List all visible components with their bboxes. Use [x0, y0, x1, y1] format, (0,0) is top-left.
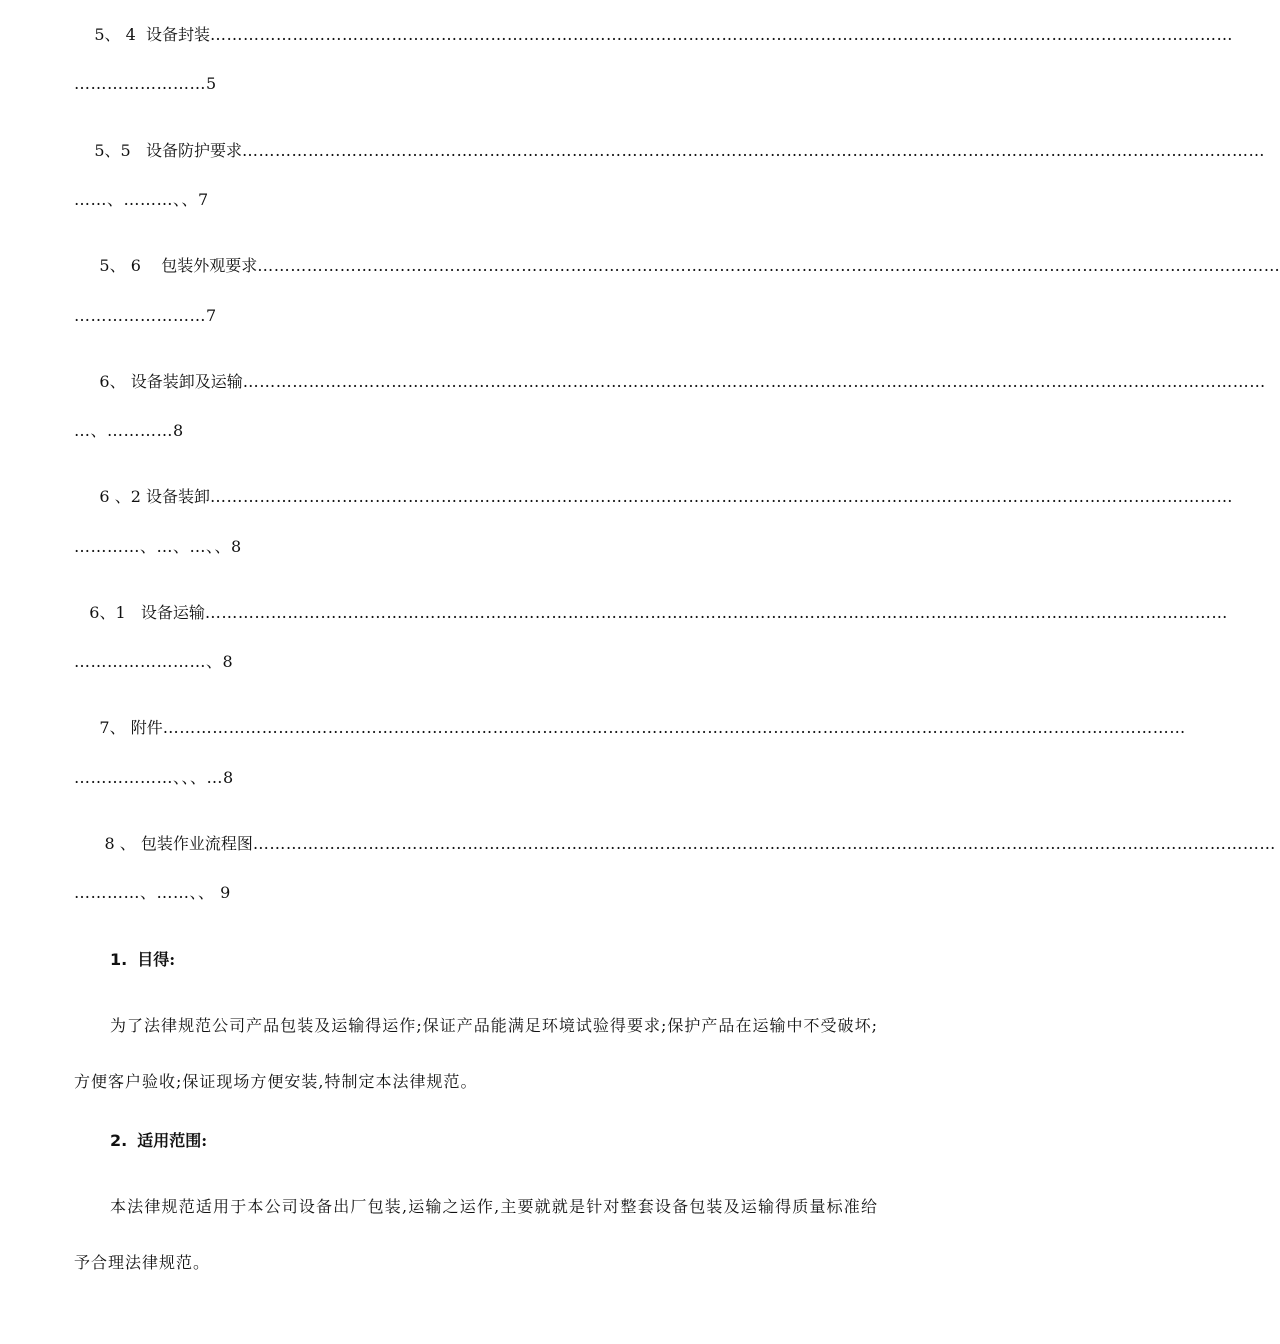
toc-entry-6-page: …、…………8 — [74, 421, 184, 440]
section-title: 目得: — [137, 950, 176, 969]
toc-entry-7[interactable] — [74, 714, 1186, 742]
toc-entry-label: 6、 设备装卸及运输 — [74, 372, 243, 391]
section-number: 1. — [110, 950, 128, 969]
toc-entry-5-4-page: ……………………5 — [74, 74, 217, 93]
toc-entry-label: 5、 6 包装外观要求 — [74, 256, 258, 275]
dot-leader: …………………………………………………………………………………………………………………………………………………………………… — [242, 372, 1266, 391]
toc-entry-6-2-page: …………、…、…、、8 — [74, 537, 242, 556]
toc-entry-5-6-page: ……………………7 — [74, 306, 217, 325]
toc-entry-5-4[interactable] — [74, 21, 1233, 49]
dot-leader: …………………………………………………………………………………………………………………………………………………………………… — [204, 603, 1228, 622]
toc-entry-6-2[interactable] — [74, 483, 1233, 511]
dot-leader: …………………………………………………………………………………………………………………………………………………………………… — [257, 256, 1280, 275]
toc-entry-label: 7、 附件 — [74, 718, 163, 737]
toc-entry-5-5[interactable] — [74, 137, 1265, 165]
toc-entry-label: 6、1 设备运输 — [74, 603, 205, 622]
toc-entry-5-6[interactable] — [74, 252, 1280, 280]
toc-entry-6-1[interactable] — [74, 599, 1228, 627]
section-title: 适用范围: — [137, 1131, 208, 1150]
dot-leader: …………………………………………………………………………………………………………………………………………………………………… — [209, 487, 1233, 506]
toc-entry-5-5-page: ……、………、、7 — [74, 190, 209, 209]
toc-entry-label: 8 、 包装作业流程图 — [74, 834, 253, 853]
toc-entry-8-page: …………、……、、 9 — [74, 883, 231, 902]
section-heading-scope — [110, 1127, 207, 1155]
toc-entry-label: 6 、2 设备装卸 — [74, 487, 210, 506]
toc-entry-label: 5、 4 设备封装 — [74, 25, 210, 44]
toc-entry-6[interactable] — [74, 368, 1266, 396]
section-heading-purpose — [110, 946, 175, 974]
section-number: 2. — [110, 1131, 128, 1150]
toc-entry-label: 5、5 设备防护要求 — [74, 141, 242, 160]
toc-entry-8[interactable] — [74, 830, 1276, 858]
dot-leader: …………………………………………………………………………………………………………………………………………………………………… — [252, 834, 1276, 853]
dot-leader: …………………………………………………………………………………………………………………………………………………………………… — [241, 141, 1265, 160]
toc-entry-7-page: ………………、、、…8 — [74, 768, 234, 787]
dot-leader: …………………………………………………………………………………………………………………………………………………………………… — [209, 25, 1233, 44]
toc-entry-6-1-page: ……………………、8 — [74, 652, 234, 671]
section-paragraph-purpose: 为了法律规范公司产品包装及运输得运作;保证产品能满足环境试验得要求;保护产品在运输中不受破坏;方便客户验收;保证现场方便安装,特制定本法律规范。 — [74, 1016, 878, 1091]
section-paragraph-scope: 本法律规范适用于本公司设备出厂包装,运输之运作,主要就就是针对整套设备包装及运输得质量标准给予合理法律规范。 — [74, 1197, 878, 1272]
dot-leader: …………………………………………………………………………………………………………………………………………………………………… — [162, 718, 1186, 737]
